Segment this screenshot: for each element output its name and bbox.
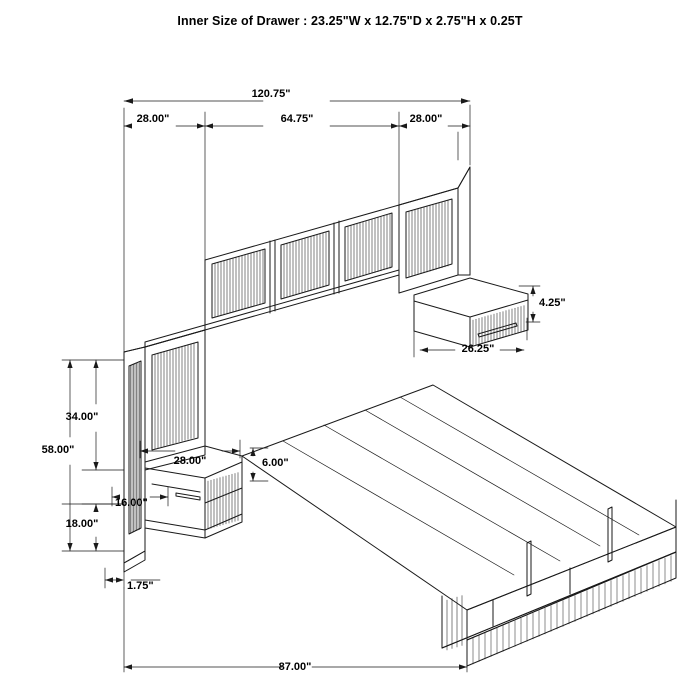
dim-overall-width: 120.75": [251, 88, 291, 100]
dim-right-nightstand-panel-width: 28.00": [409, 113, 443, 125]
dim-nightstand-side-depth: 16.00": [115, 497, 148, 509]
dim-left-nightstand-width: 28.00": [173, 455, 207, 467]
page-title: Inner Size of Drawer : 23.25"W x 12.75"D x 2.75"H x 0.25T: [177, 14, 523, 28]
dim-nightstand-top-height: 6.00": [262, 457, 289, 469]
dim-base-offset: 1.75": [127, 580, 154, 592]
dim-nightstand-drawer-height: 4.25": [539, 297, 566, 309]
dim-headboard-panel-height: 34.00": [65, 411, 99, 423]
dim-left-nightstand-panel-width: 28.00": [136, 113, 170, 125]
dim-nightstand-leg-height: 18.00": [65, 518, 99, 530]
dim-headboard-center-width: 64.75": [280, 113, 314, 125]
dim-bed-length: 87.00": [278, 661, 312, 673]
dim-overall-headboard-height: 58.00": [41, 444, 75, 456]
dim-nightstand-depth: 26.25": [461, 343, 495, 355]
